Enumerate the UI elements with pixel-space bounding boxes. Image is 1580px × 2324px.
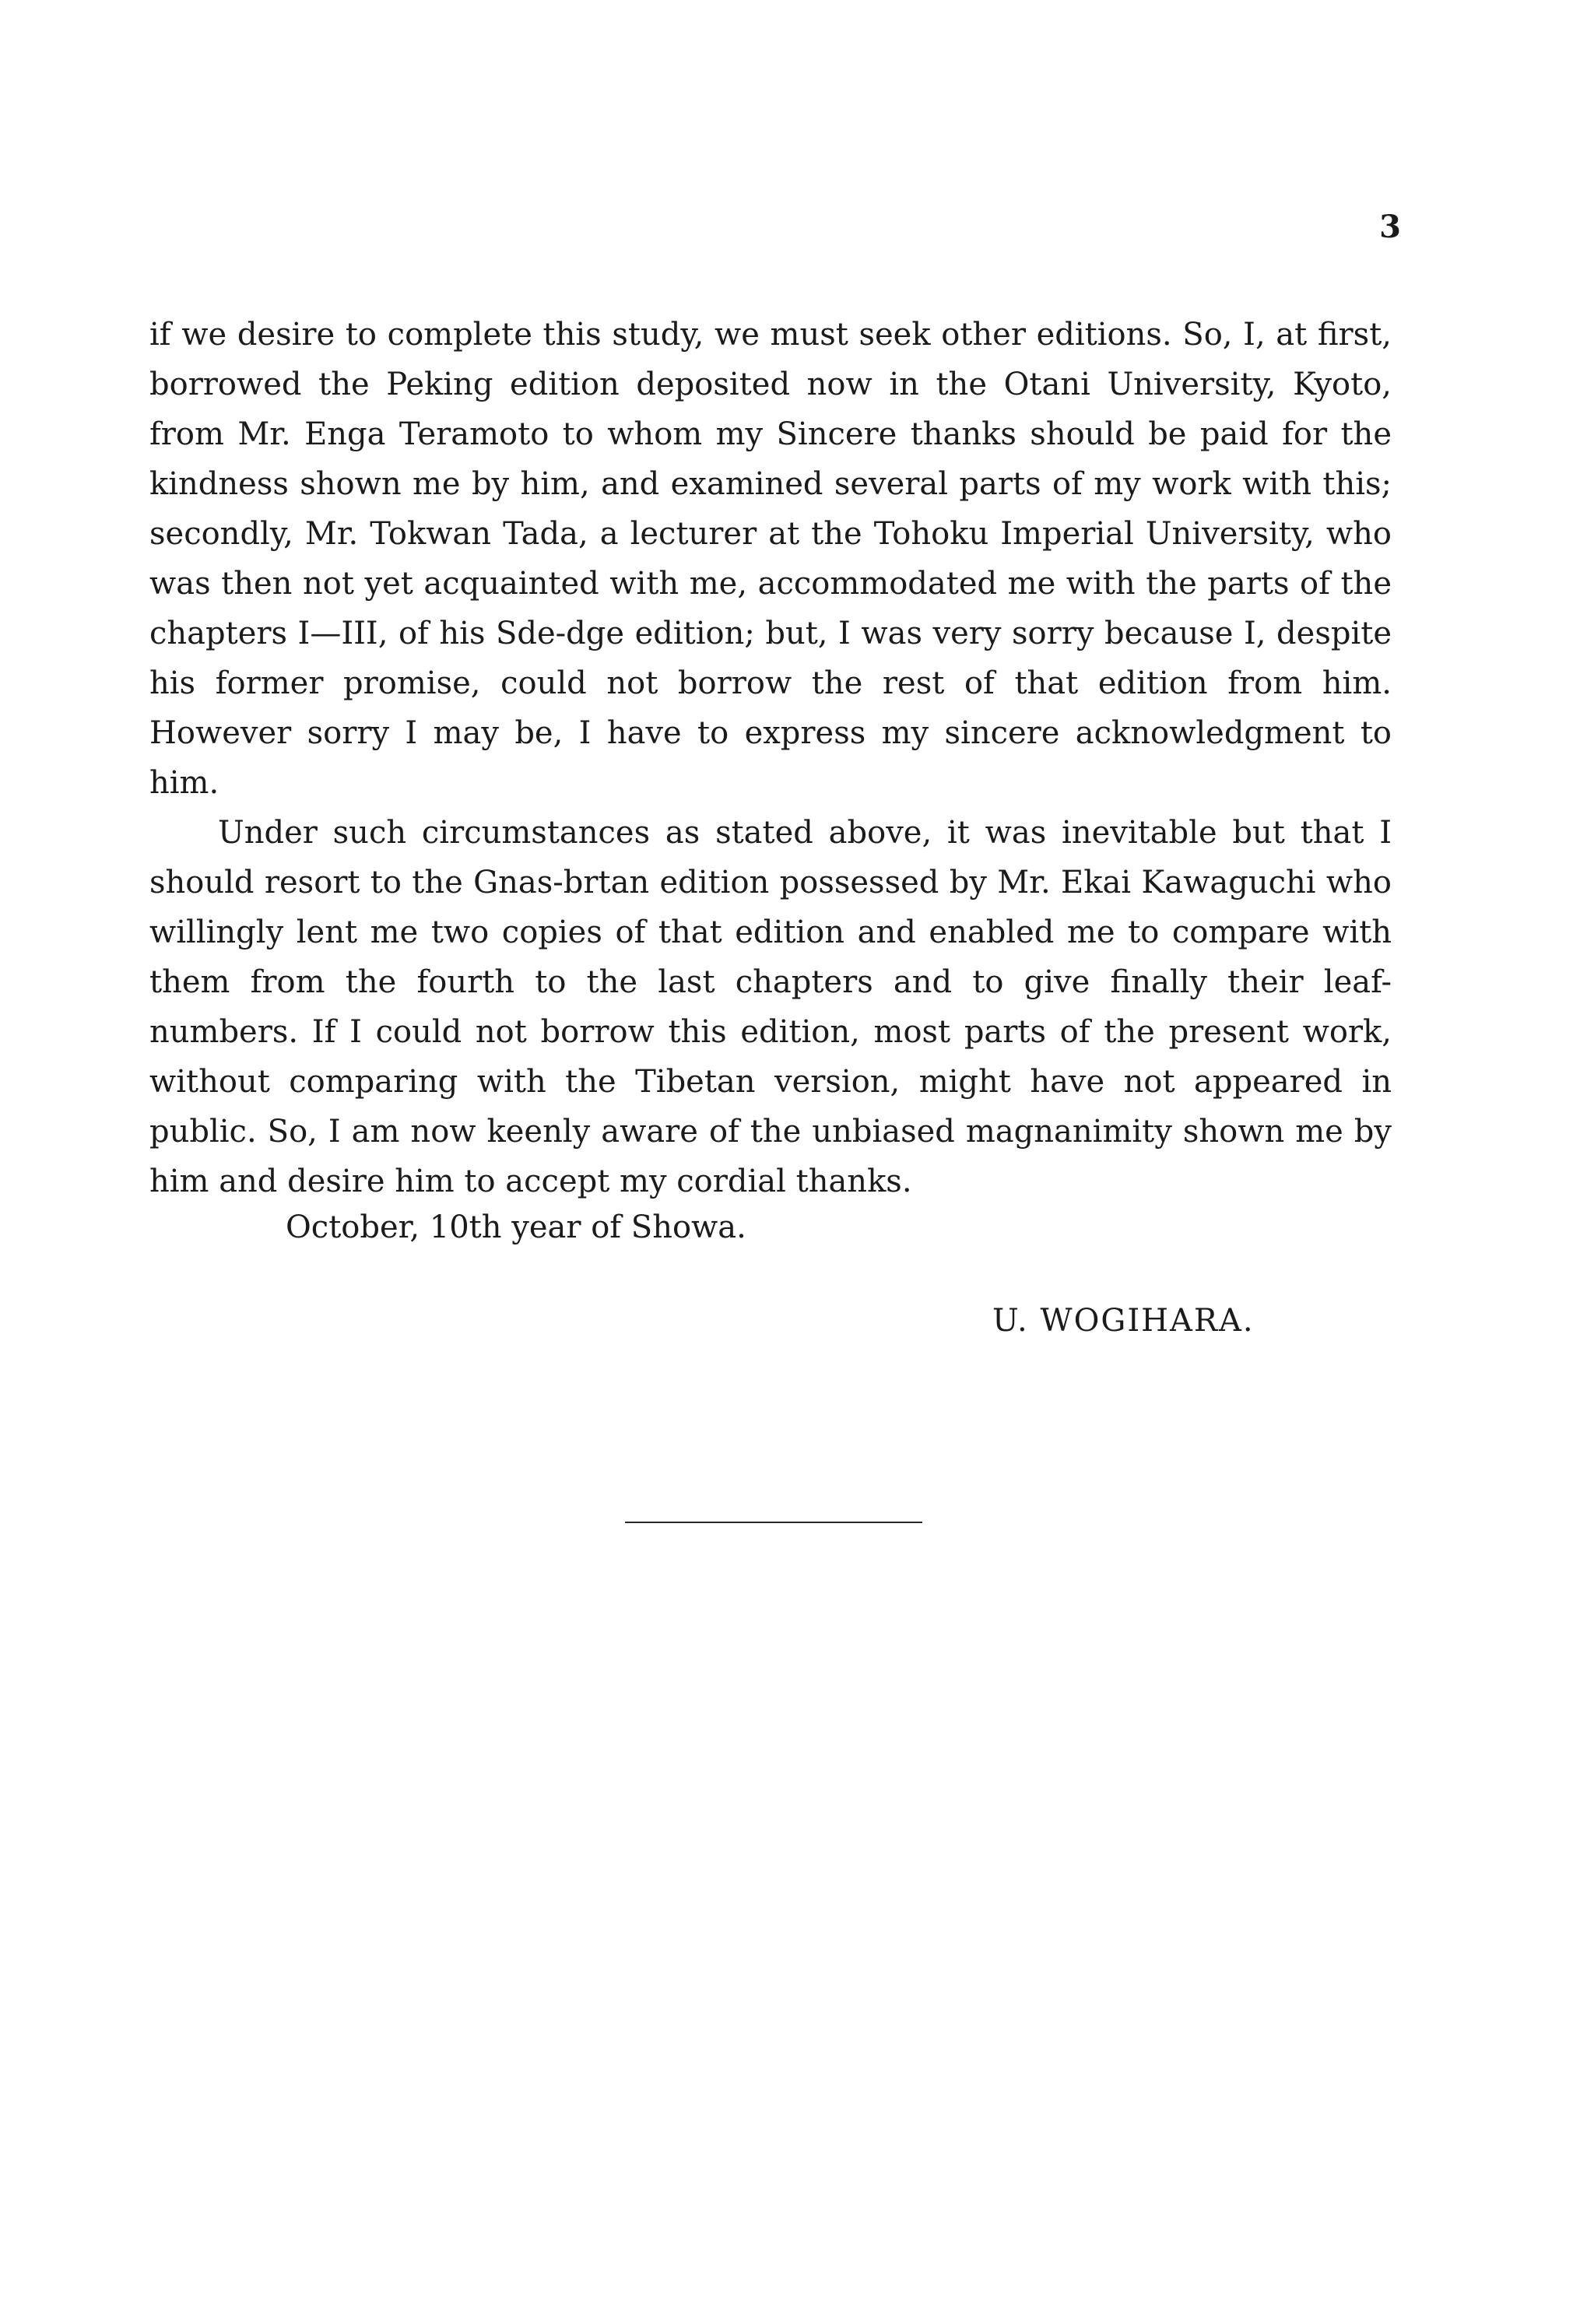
paragraph-1: if we desire to complete this study, we must seek other editions. So, I, at first, borrowed the Peking edition deposited now in the Otani University, Kyoto, from Mr. Enga Teramoto to whom my Sincere thanks should be paid for the kindness shown me by him, and examined several parts of my work with this; secondly, Mr. Tokwan Tada, a lecturer at the Tohoku Imperial University, who was then not yet acquainted with me, accommodated me with the parts of the chapters I—III, of his Sde-dge edition; but, I was very sorry because I, despite his former promise, could not borrow the rest of that edition from him. However sorry I may be, I have to express my sincere acknowledgment to him. [149, 317, 1392, 801]
paragraph-2: Under such circumstances as stated above, it was inevitable but that I should resort to the Gnas-brtan edition possessed by Mr. Ekai Kawaguchi who willingly lent me two copies of that edition and enabled me to compare with them from the fourth to the last chapters and to give finally their leaf-numbers. If I could not borrow this edition, most parts of the present work, without comparing with the Tibetan version, might have not appeared in public. So, I am now keenly aware of the unbiased magnanimity shown me by him and desire him to accept my cordial thanks. [149, 815, 1392, 1199]
section-divider [625, 1522, 922, 1523]
body-text [149, 310, 1392, 1206]
date-line: October, 10th year of Showa. [286, 1209, 746, 1245]
signature: U. WOGIHARA. [992, 1303, 1255, 1339]
page-number: 3 [1379, 209, 1401, 245]
